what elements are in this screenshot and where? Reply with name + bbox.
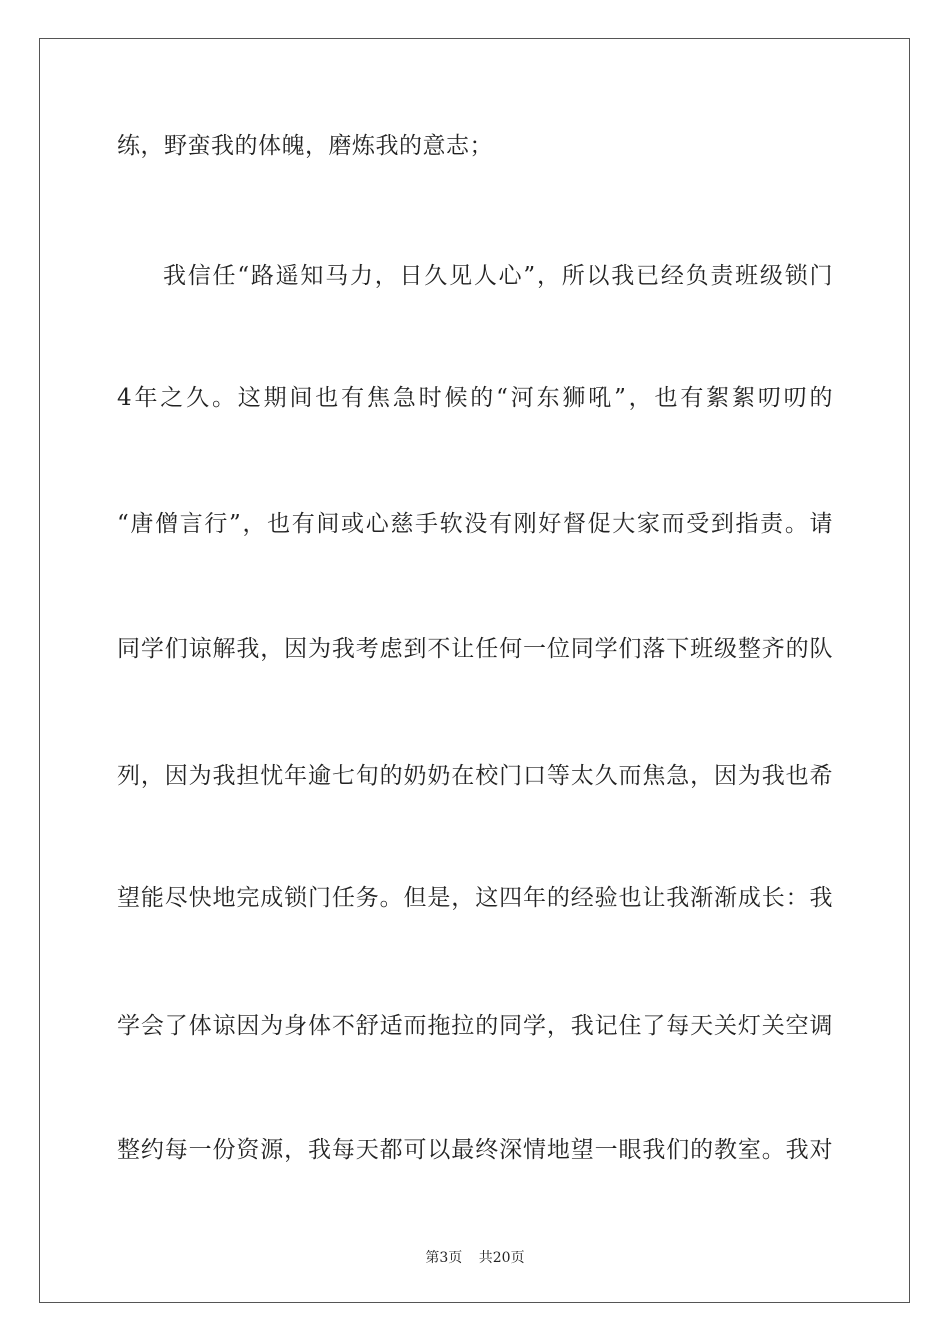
page-footer [0,1248,950,1268]
text-line-3: 4年之久。这期间也有焦急时候的“河东狮吼”，也有絮絮叨叨的 [117,385,833,411]
text-line-1: 练，野蛮我的体魄，磨炼我的意志； [117,133,493,159]
page-number: 第3页 [425,1250,463,1266]
text-line-8: 学会了体谅因为身体不舒适而拖拉的同学，我记住了每天关灯关空调 [117,1013,833,1039]
text-line-7: 望能尽快地完成锁门任务。但是，这四年的经验也让我渐渐成长：我 [117,885,833,911]
page-border [39,38,910,1303]
text-line-6: 列，因为我担忧年逾七旬的奶奶在校门口等太久而焦急，因为我也希 [117,763,833,789]
text-line-4: “唐僧言行”，也有间或心慈手软没有刚好督促大家而受到指责。请 [117,511,833,537]
text-line-2: 我信任“路遥知马力，日久见人心”，所以我已经负责班级锁门 [163,263,833,289]
total-pages: 共20页 [478,1250,525,1266]
text-line-9: 整约每一份资源，我每天都可以最终深情地望一眼我们的教室。我对 [117,1137,833,1163]
text-line-5: 同学们谅解我，因为我考虑到不让任何一位同学们落下班级整齐的队 [117,636,833,662]
